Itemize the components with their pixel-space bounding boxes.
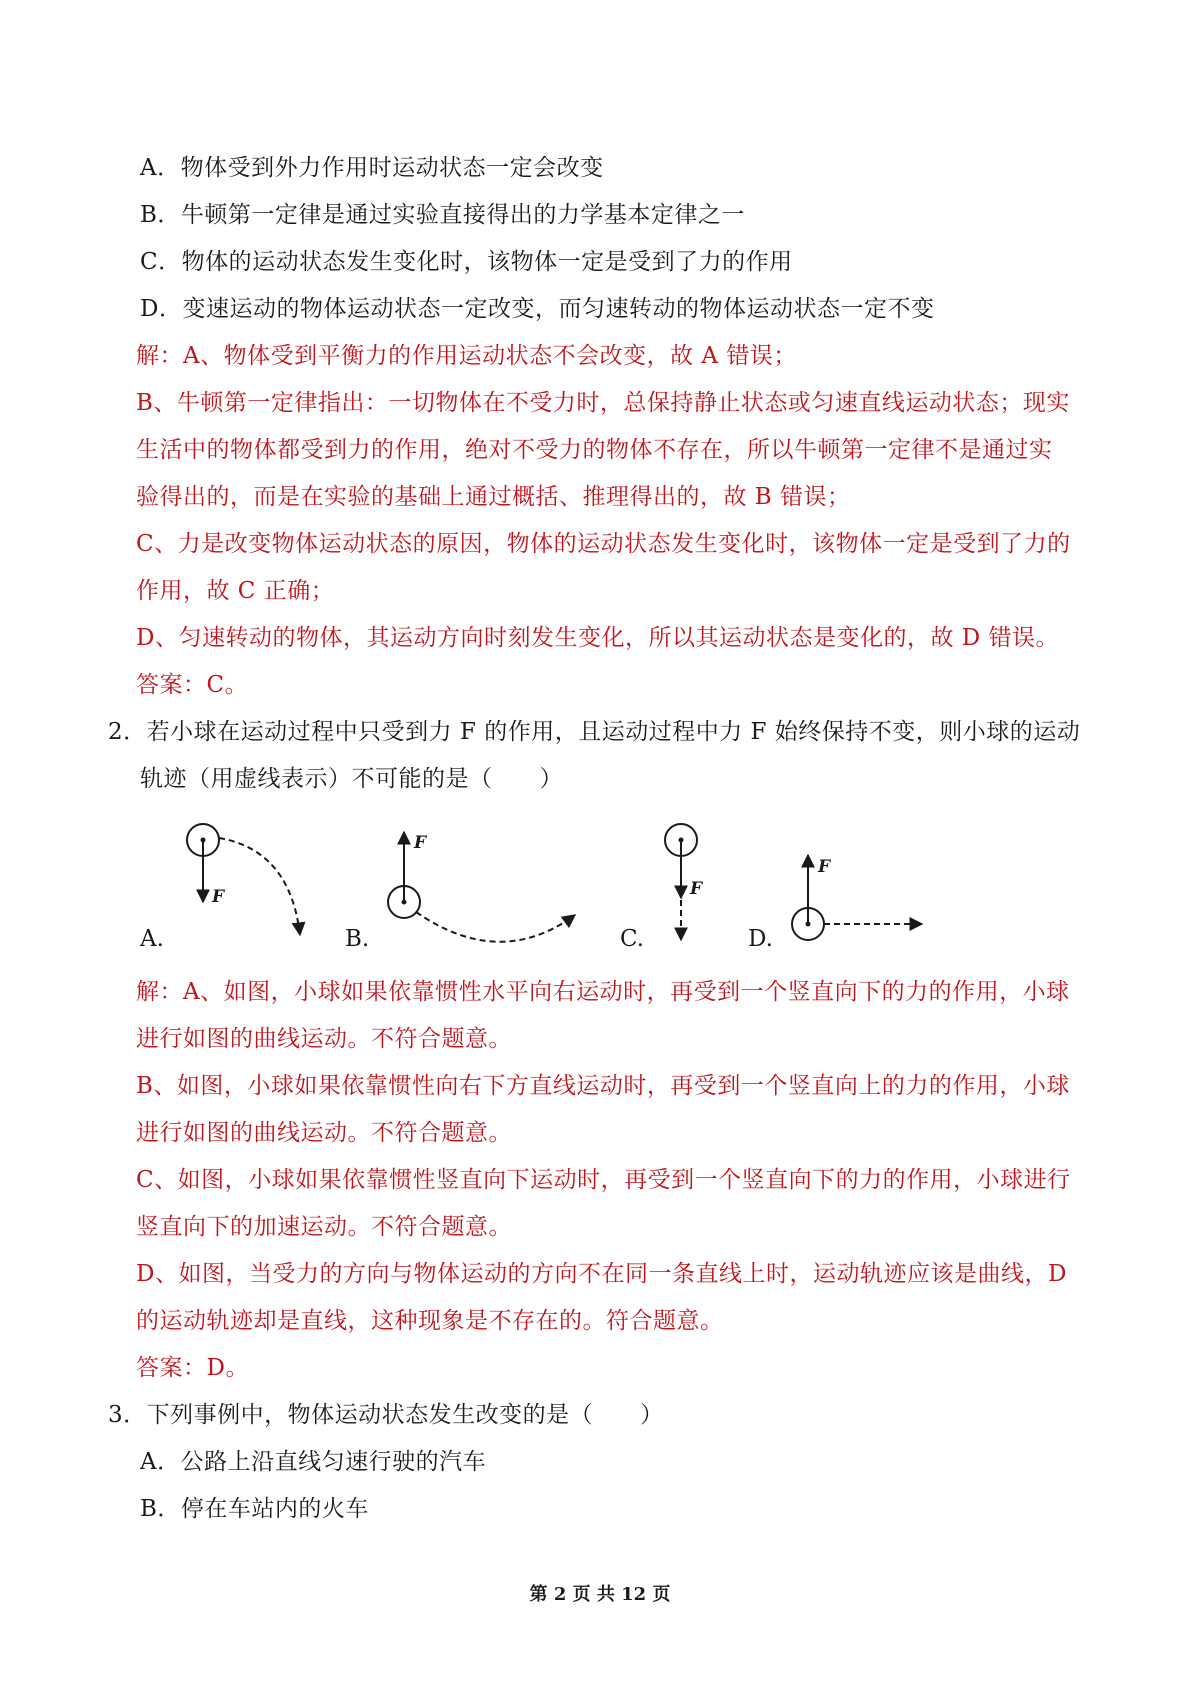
force-label-b: F bbox=[414, 833, 427, 853]
q2-solution-line: D、如图，当受力的方向与物体运动的方向不在同一条直线上时，运动轨迹应该是曲线，D bbox=[136, 1261, 1067, 1287]
q2-solution-line: C、如图，小球如果依靠惯性竖直向下运动时，再受到一个竖直向下的力的作用，小球进行 bbox=[136, 1167, 1071, 1193]
q3-option-a: A．公路上沿直线匀速行驶的汽车 bbox=[140, 1449, 487, 1475]
q2-solution-line: 竖直向下的加速运动。不符合题意。 bbox=[136, 1214, 512, 1240]
q1-option-d: D．变速运动的物体运动状态一定改变，而匀速转动的物体运动状态一定不变 bbox=[140, 296, 935, 322]
q1-solution-line: 作用，故 C 正确； bbox=[136, 578, 335, 604]
q2-stem-line: 轨迹（用虚线表示）不可能的是（ ） bbox=[140, 766, 563, 792]
q2-answer: 答案：D。 bbox=[136, 1355, 249, 1381]
q1-solution-line: B、牛顿第一定律指出：一切物体在不受力时，总保持静止状态或匀速直线运动状态；现实 bbox=[136, 390, 1070, 416]
q2-solution-line: 进行如图的曲线运动。不符合题意。 bbox=[136, 1120, 512, 1146]
q1-solution-line: 验得出的，而是在实验的基础上通过概括、推理得出的，故 B 错误； bbox=[136, 484, 851, 510]
figure-label-c: C. bbox=[620, 926, 645, 952]
q1-solution-line: 生活中的物体都受到力的作用，绝对不受力的物体不存在，所以牛顿第一定律不是通过实 bbox=[136, 437, 1053, 463]
force-label-c: F bbox=[690, 879, 703, 899]
force-label-d: F bbox=[818, 857, 831, 877]
figure-label-a: A. bbox=[140, 926, 164, 952]
q3-stem: 3．下列事例中，物体运动状态发生改变的是（ ） bbox=[108, 1402, 664, 1428]
force-label-a: F bbox=[212, 887, 225, 907]
q1-answer: 答案：C。 bbox=[136, 672, 249, 698]
q1-option-a: A．物体受到外力作用时运动状态一定会改变 bbox=[140, 155, 604, 181]
q1-solution-line: C、力是改变物体运动状态的原因，物体的运动状态发生变化时，该物体一定是受到了力的 bbox=[136, 531, 1071, 557]
q2-solution-line: 进行如图的曲线运动。不符合题意。 bbox=[136, 1026, 512, 1052]
page-footer: 第 2 页 共 12 页 bbox=[529, 1584, 671, 1605]
figure-d bbox=[792, 855, 922, 940]
q1-option-c: C．物体的运动状态发生变化时，该物体一定是受到了力的作用 bbox=[140, 249, 793, 275]
q1-option-b: B．牛顿第一定律是通过实验直接得出的力学基本定律之一 bbox=[140, 202, 745, 228]
figure-label-d: D. bbox=[748, 926, 773, 952]
q2-solution-line: 的运动轨迹却是直线，这种现象是不存在的。符合题意。 bbox=[136, 1308, 724, 1334]
q2-solution-line: B、如图，小球如果依靠惯性向右下方直线运动时，再受到一个竖直向上的力的作用，小球 bbox=[136, 1073, 1070, 1099]
q2-stem-line: 2．若小球在运动过程中只受到力 F 的作用，且运动过程中力 F 始终保持不变，则小球的运动 bbox=[108, 719, 1081, 745]
q2-solution-line: 解：A、如图，小球如果依靠惯性水平向右运动时，再受到一个竖直向下的力的作用，小球 bbox=[136, 979, 1070, 1005]
figure-label-b: B. bbox=[345, 926, 370, 952]
figure-a bbox=[187, 824, 300, 935]
q1-solution-line: D、匀速转动的物体，其运动方向时刻发生变化，所以其运动状态是变化的，故 D 错误。 bbox=[136, 625, 1060, 651]
q3-option-b: B．停在车站内的火车 bbox=[140, 1496, 369, 1522]
q1-solution-line: 解：A、物体受到平衡力的作用运动状态不会改变，故 A 错误； bbox=[136, 343, 797, 369]
